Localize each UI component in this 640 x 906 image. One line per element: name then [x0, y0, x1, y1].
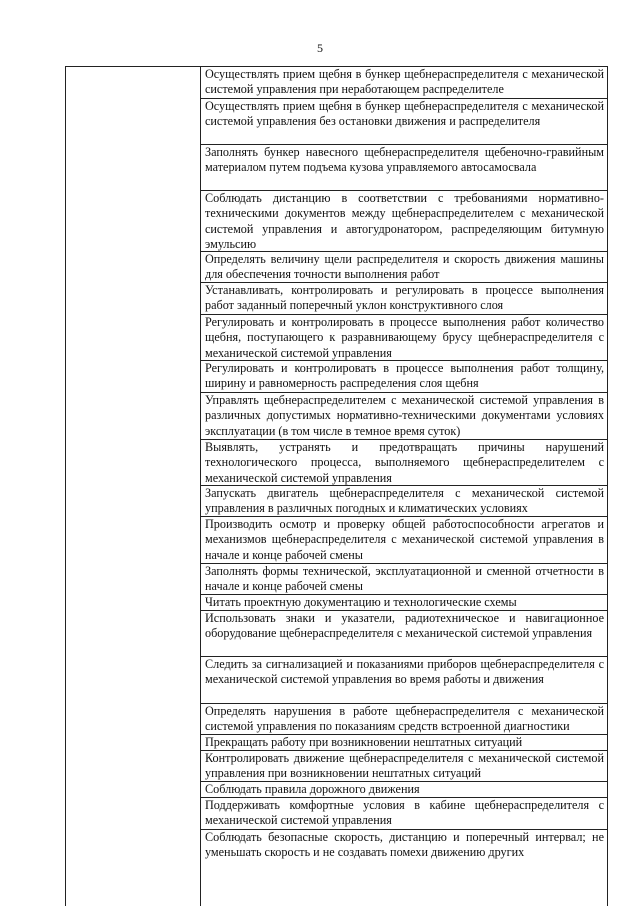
table-row: Заполнять формы технической, эксплуатационной и сменной отчетности в начале и конце рабочей смены: [201, 564, 607, 595]
page-number: 5: [317, 41, 323, 55]
table-row: Регулировать и контролировать в процессе выполнения работ толщину, ширину и равномерность распределения слоя щебня: [201, 361, 607, 393]
table-row: Определять нарушения в работе щебнераспределителя с механической системой управления по показаниям средств встроенной диагностики: [201, 704, 607, 735]
table-left-column: [66, 67, 201, 906]
table-row: Соблюдать правила дорожного движения: [201, 782, 607, 798]
table-row: Устанавливать, контролировать и регулировать в процессе выполнения работ заданный поперечный уклон конструктивного слоя: [201, 283, 607, 315]
table-row: Управлять щебнераспределителем с механической системой управления в различных допустимых нормативно-техническими документами условиях эксплуатации (в том числе в темное время суток): [201, 393, 607, 440]
table-right-column: [201, 67, 607, 863]
table-row: Соблюдать безопасные скорость, дистанцию и поперечный интервал; не уменьшать скорость и не создавать помехи движению других: [205, 830, 604, 860]
table-row: Определять величину щели распределителя и скорость движения машины для обеспечения точности выполнения работ: [201, 252, 607, 283]
table-row: Прекращать работу при возникновении нештатных ситуаций: [201, 735, 607, 751]
table-row: Осуществлять прием щебня в бункер щебнераспределителя с механической системой управления без остановки движения и распределителя: [201, 99, 607, 145]
table-row: Читать проектную документацию и технологические схемы: [201, 595, 607, 611]
table-row: Производить осмотр и проверку общей работоспособности агрегатов и механизмов щебнераспределителя с механической системой управления в начале и конце рабочей смены: [201, 517, 607, 564]
table-row: Запускать двигатель щебнераспределителя с механической системой управления в различных погодных и климатических условиях: [201, 486, 607, 517]
table-row: Заполнять бункер навесного щебнераспределителя щебеночно-гравийным материалом путем подъема кузова управляемого автосамосвала: [201, 145, 607, 191]
table-row: Регулировать и контролировать в процессе выполнения работ количество щебня, поступающего к разравнивающему брусу щебнераспределителя с механической системой управления: [201, 315, 607, 361]
table-row: Поддерживать комфортные условия в кабине щебнераспределителя с механической системой управления: [201, 798, 607, 830]
table-row: Использовать знаки и указатели, радиотехническое и навигационное оборудование щебнераспределителя с механической системой управления: [201, 611, 607, 657]
table-row: Выявлять, устранять и предотвращать причины нарушений технологического процесса, выполняемого щебнераспределителем с механической системой управления: [201, 440, 607, 486]
table-row: Контролировать движение щебнераспределителя с механической системой управления при возникновении нештатных ситуаций: [201, 751, 607, 782]
table-row: Соблюдать дистанцию в соответствии с требованиями нормативно-техническими документов между щебнераспределителем с механической системой управления и автогудронатором, распределяющим битумную эмульсию: [201, 191, 607, 252]
table-row: Следить за сигнализацией и показаниями приборов щебнераспределителя с механической системой управления во время работы и движения: [201, 657, 607, 704]
table-row: Осуществлять прием щебня в бункер щебнераспределителя с механической системой управления при неработающем распределителе: [201, 67, 607, 99]
skills-table: [65, 66, 608, 906]
